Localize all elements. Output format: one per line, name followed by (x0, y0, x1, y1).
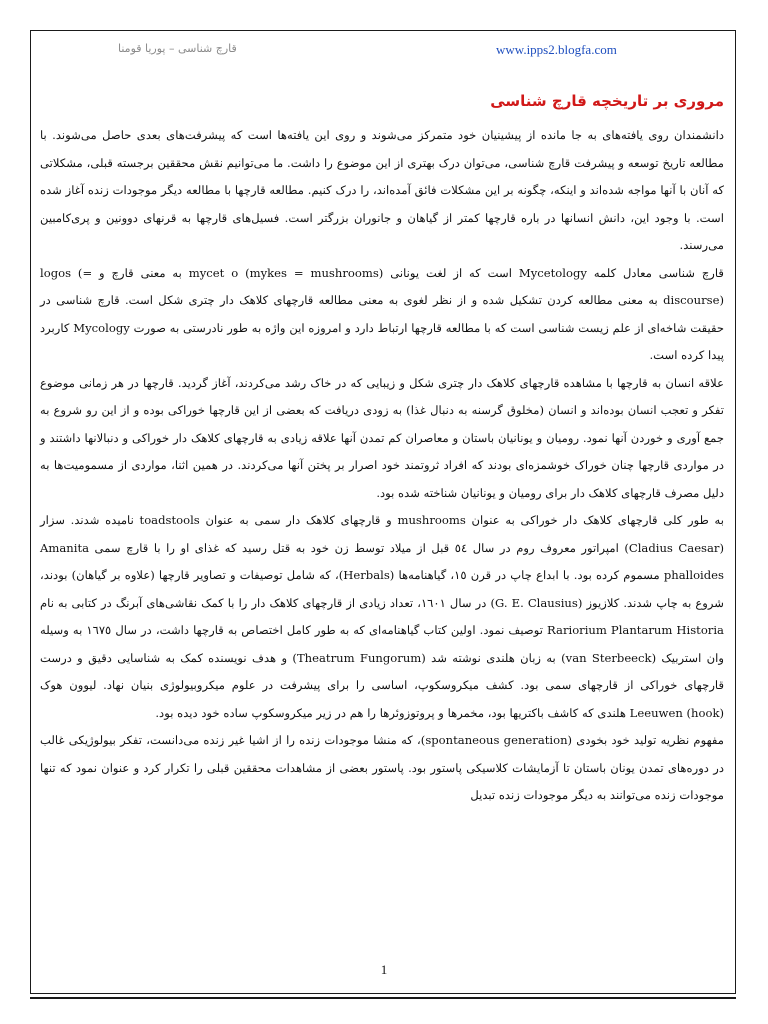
header-url-link[interactable]: www.ipps2.blogfa.com (496, 42, 617, 57)
article-title: مروری بر تاریخچه قارچ شناسی (490, 92, 724, 110)
paragraph-intro: دانشمندان روی یافته‌های به جا مانده از پیشینیان خود متمرکز می‌شوند و روی این یافته‌ها است که پیشرفت‌های بعدی حاصل می‌شوند. با مطالعه تاریخ توسعه و پیشرفت قارچ شناسی، می‌توان درک بهتری از این موضوع را داشت. ما می‌توانیم نقش محققین برجسته قبلی، مشکلاتی که آنان با آنها مواجه شده‌اند و اینکه، چگونه بر این مشکلات فائق آمده‌اند، را درک کنیم. مطالعه قارچها با مطالعه دیگر موجودات زنده آغاز شده است. با وجود این، دانش انسانها در باره قارچها کمتر از گیاهان و جانوران بزرگتر است. فسیل‌های قارچها به قرنهای دوونین و پری‌کامبین می‌رسند. (40, 128, 724, 252)
paragraph-history: به طور کلی قارچهای کلاهک دار خوراکی به عنوان mushrooms و قارچهای کلاهک دار سمی به عنوان toadstools نامیده شدند. سزار (Cladius Caesar) امپراتور معروف روم در سال ٥٤ قبل از میلاد توسط زن خود به قتل رسید که غذای او را با قارچ سمی Amanita phalloides مسموم کرده بود. با ابداع چاپ در قرن ١٥، گیاهنامه‌ها (Herbals)، که شامل توصیفات و تصاویر قارچها (علاوه بر گیاهان) بودند، شروع به چاپ شدند. کلازیوز (G. E. Clausius) در سال ١٦٠١، تعداد زیادی از قارچهای کلاهک دار را با کمک نقاشی‌های آبرنگ در کتابی به نام Rariorium Plantarum Historia توصیف نمود. اولین کتاب گیاهنامه‌ای که به طور کامل اختصاص به قارچها داشت، در سال ١٦٧٥ به وسیله وان استربیک (van Sterbeeck) به زبان هلندی نوشته شد (Theatrum Fungorum) و هدف نویسنده کمک به شناسایی دقیق و درست قارچهای خوراکی از قارچهای سمی بود. کشف میکروسکوپ، اساسی را برای پیشرفت در علوم میکروبیولوژی بنیان نهاد. لیوون هوک Leeuwen (hook) هلندی که کاشف باکتریها بود، مخمرها و پروتوزوئرها را هم در زیر میکروسکوپ ساده خود دیده بود. (40, 513, 725, 720)
article-body (40, 122, 724, 810)
page-number: 1 (380, 962, 388, 977)
paragraph-early-interest: علاقه انسان به قارچها با مشاهده قارچهای کلاهک دار چتری شکل و زیبایی که در خاک رشد می‌کردند، آغاز گردید. قارچها در هر زمانی موضوع تفکر و تعجب انسان بوده‌اند و انسان (مخلوق گرسنه به دنبال غذا) به زودی دریافت که بعضی از این قارچها خوراکی بوده و از این رو شروع به جمع آوری و خوردن آنها نمود. رومیان و یونانیان باستان و معاصران کم تمدن آنها علاقه زیادی به قارچهای کلاهک دار خوراکی و دنبالانها داشتند و در مواردی قارچها چنان خوراک خوشمزه‌ای بودند که افراد ثروتمند خود اصرار بر پختن آنها می‌کردند. در همین اثنا، مواردی از مسمومیت‌ها به دلیل مصرف قارچهای کلاهک دار برای رومیان و یونانیان شناخته شده بود. (40, 375, 724, 500)
header-note: قارچ شناسی – پوریا قومنا (118, 42, 237, 55)
footer-rule (30, 997, 736, 999)
paragraph-etymology: قارچ شناسی معادل کلمه Mycetology است که از لغت یونانی mycet o (mykes = mushrooms) به معنی قارچ و logos (= discourse) به معنی مطالعه کردن تشکیل شده و از نظر لغوی به معنی مطالعه قارچهای کلاهک دار چتری شکل است. قارچ شناسی در حقیقت شاخه‌ای از علم زیست شناسی است که با مطالعه قارچها ارتباط دارد و امروزه این واژه به طور نادرستی به صورت Mycology کاربرد پیدا کرده است. (40, 265, 725, 362)
paragraph-spontaneous-generation: مفهوم نظریه تولید خود بخودی (spontaneous generation)، که منشا موجودات زنده را از اشیا غیر زنده می‌دانست، تفکر بیولوژیکی غالب در دوره‌های تمدن یونان باستان تا آزمایشات کلاسیکی پاستور بود. پاستور بعضی از مشاهدات محققین قبلی را تکرار کرد و عنوان نمود که تنها موجودات زنده می‌توانند به دیگر موجودات زنده تبدیل (40, 733, 724, 802)
